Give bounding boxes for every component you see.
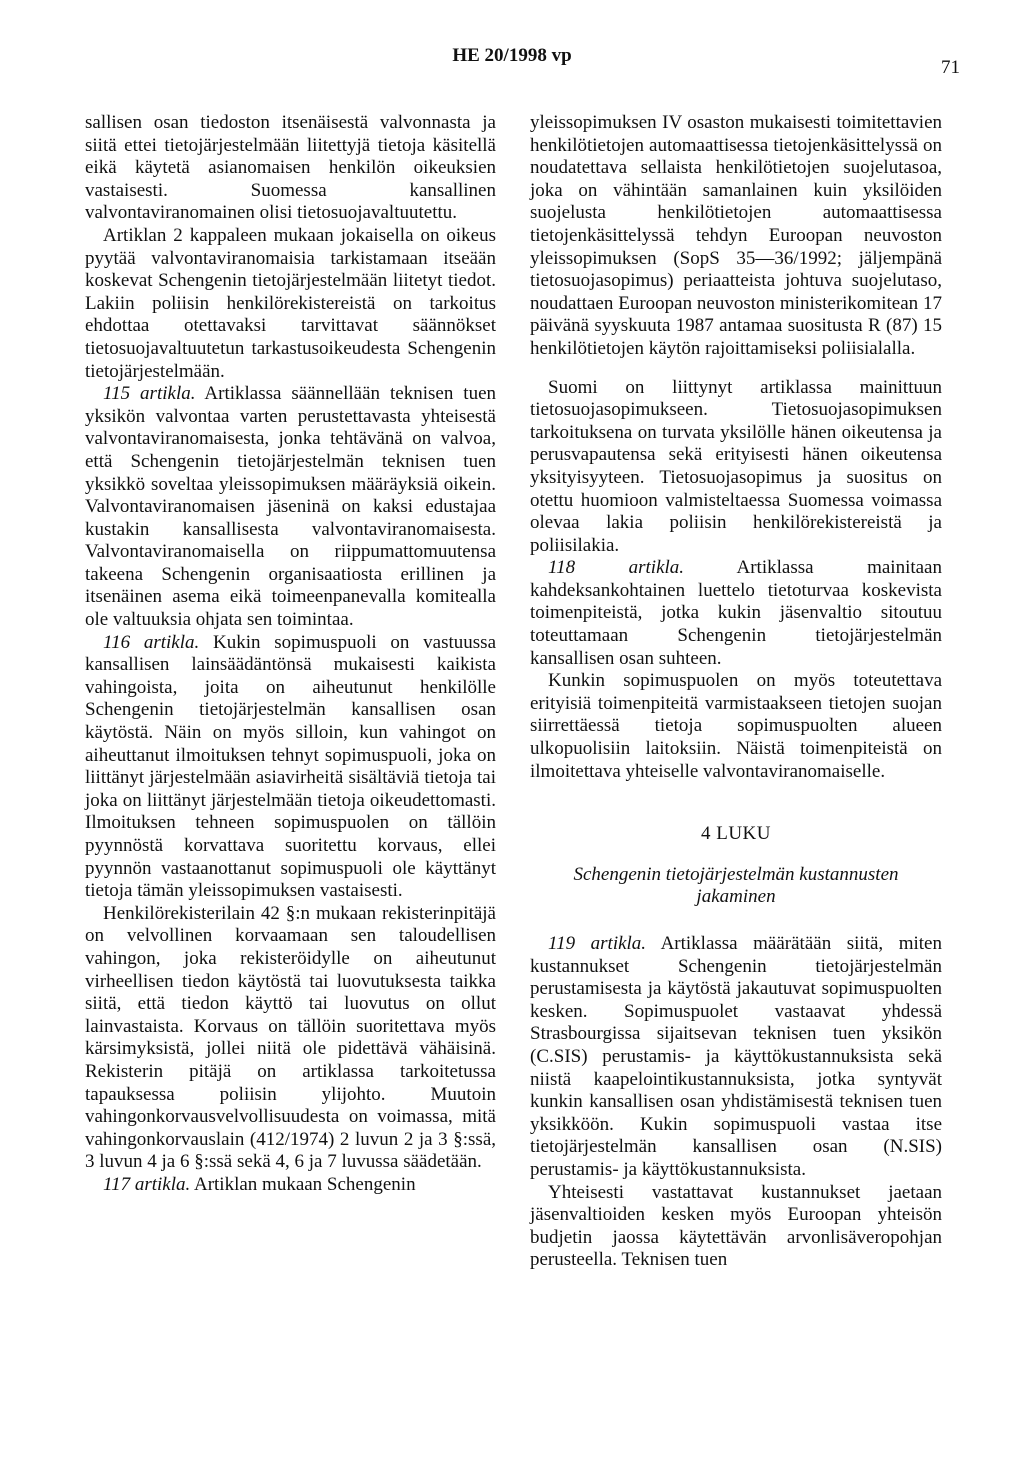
right-column bbox=[530, 112, 942, 1272]
article-119-paragraph bbox=[530, 933, 942, 1182]
paragraph: yleissopimuksen IV osaston mukaisesti toimitettavien henkilötietojen automaattisessa tietojenkäsittelyssä on noudatettava sellaista henkilötietojen suojelutasoa, joka on vähintään samanlainen kuin yksilöiden suojelusta henkilötietojen automaattisessa tietojenkäsittelyssä tehdyn Euroopan neuvoston yleissopimuksen (SopS 35—36/1992; jäljempänä tietosuojasopimus) periaatteista johtuva suojelutaso, noudattaen Euroopan neuvoston ministerikomitean 17 päivänä syyskuuta 1987 antamaa suositusta R (87) 15 henkilötietojen käytön rajoittamiseksi poliisialalla. bbox=[530, 112, 942, 359]
article-label: 118 artikla. bbox=[548, 557, 685, 579]
document-title: HE 20/1998 vp bbox=[452, 45, 572, 66]
article-text: Artiklan mukaan Schengenin bbox=[190, 1173, 416, 1195]
left-column bbox=[85, 112, 496, 1197]
article-118-paragraph bbox=[530, 557, 942, 670]
article-text: Artiklassa määrätään siitä, miten kustannukset Schengenin tietojärjestelmän perustamisesta ja käytöstä jakautuvat sopimuspuolten kesken. Sopimuspuolet vastaavat yhdessä Strasbourgissa sijaitsevan teknisen tuen yksikön (C.SIS) perustamis- ja käyttökustannuksista sekä niistä kaapelointikustannuksista, jotka syntyvät kunkin kansallisen osan yhdistämisestä teknisen tuen yksikköön. Kukin sopimuspuoli vastaa itse tietojärjestelmän kansallisen osan (N.SIS) perustamis- ja käyttökustannuksista. bbox=[530, 933, 942, 1180]
page-number: 71 bbox=[941, 57, 960, 78]
article-label: 117 artikla. bbox=[103, 1173, 191, 1195]
chapter-number: 4 LUKU bbox=[700, 823, 772, 845]
chapter-title: Schengenin tietojärjestelmän kustannusten jakaminen bbox=[573, 863, 899, 908]
article-text: Kukin sopimuspuoli on vastuussa kansallisen lainsäädäntönsä mukaisesti kaikista vahingoista, joita on aiheutunut henkilölle Schengenin tietojärjestelmän kansallisen osan käytöstä. Näin on myös silloin, kun vahingot on aiheuttanut ilmoituksen tehnyt sopimuspuoli, joka on liittänyt järjestelmään asiavirheitä sisältäviä tietoja tai joka on liittänyt järjestelmään tietoja oikeudettomasti. Ilmoituksen tehneen sopimuspuolen on tällöin pyynnöstä korvattava suoritettu korvaus, ellei pyynnön vastaanottanut sopimuspuoli ole käyttänyt tietoja tämän yleissopimuksen vastaisesti. bbox=[85, 631, 496, 902]
paragraph: Yhteisesti vastattavat kustannukset jaetaan jäsenvaltioiden kesken myös Euroopan yhteisön budjetin jaossa käytettävän arvonlisäveropohjan perusteella. Teknisen tuen bbox=[530, 1181, 942, 1271]
page-header bbox=[0, 45, 1024, 85]
article-116-paragraph bbox=[85, 632, 496, 903]
article-117-paragraph bbox=[85, 1174, 496, 1197]
paragraph: Henkilörekisterilain 42 §:n mukaan rekisterinpitäjä on velvollinen korvaamaan sen taloudellisen vahingon, joka rekisteröidylle on aiheutunut virheellisen tiedon käytöstä tai luovutuksesta taikka siitä, että tiedon käyttö tai luovutus on ollut lainvastaista. Korvaus on tällöin suoritettava myös kärsimyksistä, jollei niitä ole pidettävä vähäisinä. Rekisterin pitäjä on artiklassa tarkoitetussa tapauksessa poliisin ylijohto. Muutoin vahingonkorvausvelvollisuudesta on voimassa, mitä vahingonkorvauslain (412/1974) 2 luvun 2 ja 3 §:ssä, 3 luvun 4 ja 6 §:ssä sekä 4, 6 ja 7 luvussa säädetään. bbox=[85, 902, 496, 1173]
article-text: Artiklassa mainitaan kahdeksankohtainen luettelo tietoturvaa koskevista toimenpiteistä, jotka kukin jäsenvaltio sitoutuu toteuttamaan Schengenin tietojärjestelmän kansallisen osan suhteen. bbox=[530, 557, 942, 669]
paragraph: Kunkin sopimuspuolen on myös toteutettava erityisiä toimenpiteitä varmistaakseen tietojen suojan siirrettäessä tietoja sopimuspuolten alueen ulkopuolisiin laitoksiin. Näistä toimenpiteistä on ilmoitettava yhteiselle valvontaviranomaiselle. bbox=[530, 670, 942, 782]
article-label: 119 artikla. bbox=[548, 933, 647, 954]
paragraph: Artiklan 2 kappaleen mukaan jokaisella on oikeus pyytää valvontaviranomaisia tarkistamaan itseään koskevat Schengenin tietojärjestelmään liitetyt tiedot. Lakiin poliisin henkilörekistereistä on tarkoitus ehdottaa otettavaksi tarvittavat säännökset tietosuojavaltuutetun tarkastusoikeudesta Schengenin tietojärjestelmään. bbox=[85, 224, 496, 382]
paragraph: Suomi on liittynyt artiklassa mainittuun tietosuojasopimukseen. Tietosuojasopimuksen tarkoituksena on turvata yksilölle hänen oikeutensa ja perusvapautensa sekä erityisesti hänen oikeutensa yksityisyyteen. Tietosuojasopimus ja suositus on otettu huomioon valmisteltaessa Suomessa voimassa olevaa lakia poliisin henkilörekistereistä ja poliisilakia. bbox=[530, 376, 942, 556]
article-text: Artiklassa säännellään teknisen tuen yksikön valvontaa varten perustettavasta yhteisestä valvontaviranomaisesta, jonka tehtävänä on valvoa, että Schengenin tietojärjestelmän teknisen tuen yksikkö soveltaa yleissopimuksen määräyksiä oikein. Valvontaviranomaisen jäseninä on kaksi edustajaa kustakin kansallisesta valvontaviranomaisesta. Valvontaviranomaisella on riippumattomuutensa takeena Schengenin organisaatiosta erillinen ja itsenäinen asema eikä toimeenpanevalla komitealla ole valtuuksia ohjata sen toimintaa. bbox=[85, 383, 496, 631]
article-115-paragraph bbox=[85, 383, 496, 632]
article-label: 116 artikla. bbox=[103, 631, 200, 653]
article-label: 115 artikla. bbox=[103, 383, 196, 405]
paragraph: sallisen osan tiedoston itsenäisestä valvonnasta ja siitä ettei tietojärjestelmään liitettyjä tietoja käsitellä eikä käytetä asianomaisen henkilön oikeuksien vastaisesti. Suomessa kansallinen valvontaviranomainen olisi tietosuojavaltuutettu. bbox=[85, 112, 496, 224]
